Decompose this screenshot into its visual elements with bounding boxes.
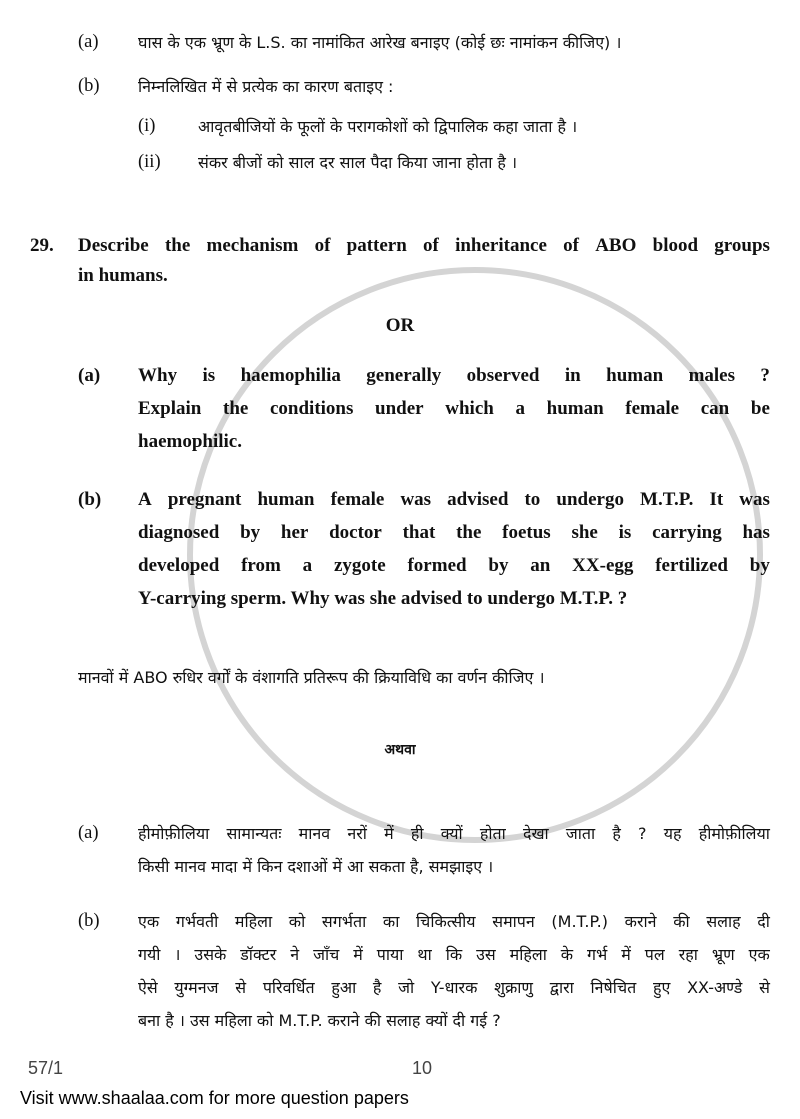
q29a-line [138, 359, 770, 392]
word: ही [410, 824, 424, 843]
q29-hindi-b [78, 905, 800, 1037]
word: that [402, 522, 436, 543]
q29-hindi-b-line: बना है । उस महिला को M.T.P. कराने की सलाह क्यों दी गई ? [138, 1011, 501, 1030]
athva-heading: अथवा [384, 742, 416, 758]
word: pregnant [167, 489, 242, 510]
q29-number: 29. [30, 235, 54, 256]
word: Y-धारक [430, 978, 478, 997]
word: female [625, 398, 680, 419]
word: डॉक्टर [240, 945, 277, 964]
word: से [759, 978, 770, 997]
word: haemophilia [240, 365, 341, 386]
word: से [235, 978, 247, 997]
word: ने [290, 945, 300, 964]
word: from [241, 555, 281, 576]
word: fertilized [655, 555, 728, 576]
word: । [174, 945, 181, 964]
word: by [749, 555, 770, 576]
word: समापन [492, 912, 535, 931]
page-number: 10 [412, 1058, 433, 1078]
word: महिला [509, 945, 547, 964]
word: an [530, 555, 551, 576]
word: carrying [652, 522, 722, 543]
word: generally [366, 365, 442, 386]
q29-hindi-b-text [138, 905, 770, 1037]
word: हीमोफ़ीलिया [138, 824, 210, 843]
word: के [560, 945, 574, 964]
word: कि [445, 945, 463, 964]
q29b-line [138, 549, 770, 582]
q29-hindi-b-label: (b) [78, 911, 100, 931]
word: गर्भवती [175, 912, 219, 931]
word: human [257, 489, 315, 510]
q28bi [138, 110, 800, 146]
word: हुआ [331, 978, 357, 997]
word: (M.T.P.) [551, 912, 608, 931]
word: under [375, 398, 424, 419]
word: Describe [78, 235, 149, 256]
q29-line-2: in humans. [78, 265, 168, 286]
word: Explain [138, 398, 202, 419]
word: males [688, 365, 736, 386]
q29b-line: Y-carrying sperm. Why was she advised to undergo M.T.P. ? [138, 588, 628, 609]
word: नरों [347, 824, 367, 843]
word: inheritance [455, 235, 547, 256]
word: her [280, 522, 309, 543]
word: मानव [298, 824, 331, 843]
word: was [400, 489, 432, 510]
word: ? [760, 365, 770, 386]
word: zygote [333, 555, 386, 576]
word: of [314, 235, 331, 256]
word: doctor [329, 522, 382, 543]
word: द्वारा [549, 978, 574, 997]
footer [0, 1058, 800, 1108]
word: observed [466, 365, 540, 386]
word: advised [447, 489, 509, 510]
word: blood [652, 235, 699, 256]
q28bii [138, 146, 800, 182]
word: by [488, 555, 509, 576]
q28b-label: (b) [78, 76, 100, 96]
q29b [78, 483, 800, 615]
word: pattern [346, 235, 407, 256]
q29-hindi-text: मानवों में ABO रुधिर वर्गों के वंशागति प्रतिरूप की क्रियाविधि का वर्णन कीजिए । [78, 668, 545, 687]
q28bii-text: संकर बीजों को साल दर साल पैदा किया जाना होता है । [198, 153, 518, 172]
word: by [240, 522, 261, 543]
word: का [382, 912, 400, 931]
word: गयी [138, 945, 161, 964]
word: को [288, 912, 306, 931]
word: चिकित्सीय [416, 912, 476, 931]
word: सामान्यतः [226, 824, 282, 843]
word: उसके [194, 945, 227, 964]
word: शुक्राणु [494, 978, 534, 997]
q29-hindi-a-line [138, 817, 770, 850]
word: to [524, 489, 541, 510]
word: human [606, 365, 664, 386]
word: It [709, 489, 724, 510]
q29 [30, 229, 800, 289]
q29-hindi-b-line [138, 938, 770, 971]
word: एक [138, 912, 160, 931]
word: हुए [652, 978, 671, 997]
word: है [372, 978, 382, 997]
word: XX-egg [572, 555, 634, 576]
word: M.T.P. [640, 489, 694, 510]
word: जो [398, 978, 415, 997]
word: diagnosed [138, 522, 220, 543]
word: रहा [678, 945, 698, 964]
word: क्यों [440, 824, 463, 843]
q29b-line [138, 483, 770, 516]
word: developed [138, 555, 220, 576]
q28bi-text: आवृतबीजियों के फूलों के परागकोशों को द्विपालिक कहा जाता है । [198, 117, 578, 136]
q28b [78, 70, 800, 110]
word: ? [638, 824, 647, 843]
q29a [78, 359, 800, 458]
q29-hindi-a-text [138, 817, 770, 883]
q28bii-label: (ii) [138, 152, 161, 172]
word: be [750, 398, 770, 419]
q29a-line [138, 392, 770, 425]
word: में [384, 824, 394, 843]
word: परिवर्धित [262, 978, 315, 997]
q29b-label: (b) [78, 489, 102, 510]
word: भ्रूण [711, 945, 735, 964]
word: conditions [269, 398, 354, 419]
q29-hindi-a-label: (a) [78, 823, 99, 843]
word: में [353, 945, 363, 964]
q29-hindi-a-line: किसी मानव मादा में किन दशाओं में आ सकता है, समझाइए । [138, 857, 494, 876]
word: एक [748, 945, 770, 964]
word: होता [479, 824, 506, 843]
word: of [563, 235, 579, 256]
word: महिला [234, 912, 273, 931]
word: गर्भ [587, 945, 608, 964]
word: XX-अण्डे [687, 978, 743, 997]
word: कराने [624, 912, 657, 931]
word: की [673, 912, 690, 931]
q28a-label: (a) [78, 32, 99, 52]
word: ऐसे [138, 978, 158, 997]
q29a-line: haemophilic. [138, 431, 242, 452]
word: the [223, 398, 249, 419]
word: देखा [522, 824, 549, 843]
word: human [546, 398, 604, 419]
word: हीमोफ़ीलिया [698, 824, 770, 843]
word: formed [407, 555, 467, 576]
word: जाता [565, 824, 596, 843]
q29-hindi-b-line [138, 971, 770, 1004]
word: mechanism [206, 235, 299, 256]
word: Why [138, 365, 178, 386]
word: can [700, 398, 730, 419]
word: उस [476, 945, 496, 964]
word: was [739, 489, 770, 510]
or-heading: OR [385, 315, 415, 336]
q28a [78, 26, 800, 70]
paper-code: 57/1 [28, 1058, 64, 1078]
q29b-text [138, 483, 770, 615]
word: of [423, 235, 439, 256]
word: जाँच [313, 945, 340, 964]
word: in [564, 365, 581, 386]
word: निषेचित [590, 978, 637, 997]
word: है [612, 824, 621, 843]
q29a-label: (a) [78, 365, 101, 386]
word: undergo [556, 489, 624, 510]
word: यह [663, 824, 682, 843]
word: था [417, 945, 432, 964]
word: सलाह [706, 912, 741, 931]
word: में [621, 945, 631, 964]
q29-line-1 [78, 229, 770, 262]
word: सगर्भता [321, 912, 367, 931]
word: a [302, 555, 313, 576]
word: foetus [502, 522, 551, 543]
word: is [202, 365, 216, 386]
q28a-text: घास के एक भ्रूण के L.S. का नामांकित आरेख बनाइए (कोई छः नामांकन कीजिए) । [138, 33, 622, 52]
visit-link[interactable]: Visit www.shaalaa.com for more question papers [20, 1088, 409, 1108]
word: a [515, 398, 525, 419]
word: पल [644, 945, 665, 964]
q29b-line [138, 516, 770, 549]
word: she [571, 522, 598, 543]
word: is [618, 522, 632, 543]
word: युग्मनज [174, 978, 219, 997]
q29-hindi-a [78, 817, 800, 883]
word: the [164, 235, 191, 256]
word: has [742, 522, 770, 543]
word: which [445, 398, 494, 419]
word: female [330, 489, 385, 510]
word: पाया [376, 945, 404, 964]
q29a-text [138, 359, 770, 458]
q29-hindi-b-line [138, 905, 770, 938]
word: the [456, 522, 482, 543]
q28bi-label: (i) [138, 116, 156, 136]
word: groups [714, 235, 770, 256]
word: A [138, 489, 152, 510]
q28b-text: निम्नलिखित में से प्रत्येक का कारण बताइए : [138, 77, 394, 96]
word: दी [757, 912, 770, 931]
word: ABO [595, 235, 637, 256]
